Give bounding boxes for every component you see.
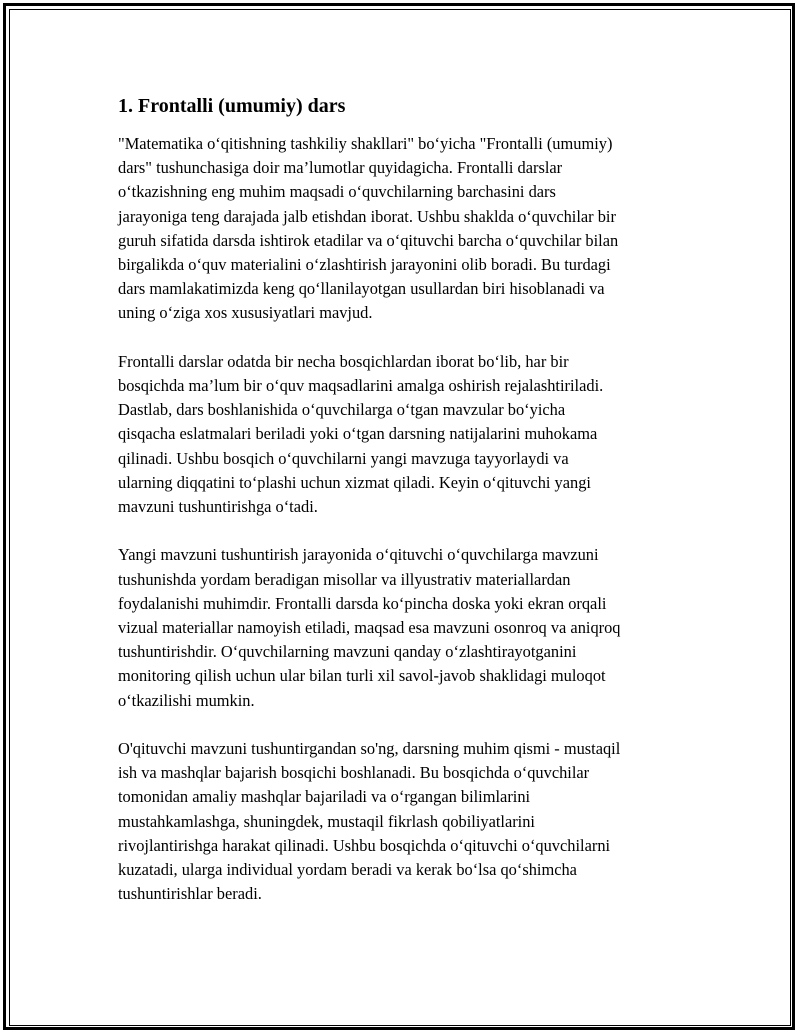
text-line: Yangi mavzuni tushuntirish jarayonida o‘qituvchi o‘quvchilarga mavzuni	[118, 545, 599, 565]
text-line: mustahkamlashga, shuningdek, mustaqil fikrlash qobiliyatlarini	[118, 811, 535, 831]
text-line: Frontalli darslar odatda bir necha bosqichlardan iborat bo‘lib, har bir	[118, 351, 569, 371]
text-line: mavzuni tushuntirishga o‘tadi.	[118, 497, 318, 517]
text-line: o‘tkazilishi mumkin.	[118, 690, 255, 710]
text-line: guruh sifatida darsda ishtirok etadilar va o‘qituvchi barcha o‘quvchilar bilan	[118, 230, 619, 250]
paragraph-2	[118, 350, 688, 519]
text-line: jarayoniga teng darajada jalb etishdan iborat. Ushbu shaklda o‘quvchilar bir	[118, 206, 616, 226]
text-line: uning o‘ziga xos xususiyatlari mavjud.	[118, 303, 373, 323]
text-line: qisqacha eslatmalari beriladi yoki o‘tgan darsning natijalarini muhokama	[118, 424, 598, 444]
paragraph-1	[118, 132, 688, 326]
text-line: dars" tushunchasiga doir ma’lumotlar quyidagicha. Frontalli darslar	[118, 158, 563, 178]
text-line: o‘tkazishning eng muhim maqsadi o‘quvchilarning barchasini dars	[118, 182, 556, 202]
text-line: ish va mashqlar bajarish bosqichi boshlanadi. Bu bosqichda o‘quvchilar	[118, 763, 590, 783]
text-line: Dastlab, dars boshlanishida o‘quvchilarga o‘tgan mavzular bo‘yicha	[118, 400, 566, 420]
text-line: bosqichda ma’lum bir o‘quv maqsadlarini amalga oshirish rejalashtiriladi.	[118, 376, 604, 396]
text-line: monitoring qilish uchun ular bilan turli xil savol-javob shaklidagi muloqot	[118, 666, 606, 686]
text-line: foydalanishi muhimdir. Frontalli darsda ko‘pincha doska yoki ekran orqali	[118, 593, 607, 613]
paragraph-3	[118, 543, 688, 712]
text-line: "Matematika o‘qitishning tashkiliy shakllari" bo‘yicha "Frontalli (umumiy)	[118, 134, 613, 153]
paragraph-4	[118, 737, 688, 906]
text-line: kuzatadi, ularga individual yordam beradi va kerak bo‘lsa qo‘shimcha	[118, 860, 577, 880]
text-line: tushunishda yordam beradigan misollar va illyustrativ materiallardan	[118, 569, 571, 589]
text-line: tomonidan amaliy mashqlar bajariladi va o‘rgangan bilimlarini	[118, 787, 531, 807]
text-line: qilinadi. Ushbu bosqich o‘quvchilarni yangi mavzuga tayyorlaydi va	[118, 448, 569, 468]
text-line: dars mamlakatimizda keng qo‘llanilayotgan usullardan biri hisoblanadi va	[118, 279, 605, 299]
document-body	[118, 93, 688, 931]
section-title: 1. Frontalli (umumiy) dars	[118, 95, 346, 117]
text-line: vizual materiallar namoyish etiladi, maqsad esa mavzuni osonroq va aniqroq	[118, 618, 621, 638]
text-line: birgalikda o‘quv materialini o‘zlashtirish jarayonini olib boradi. Bu turdagi	[118, 255, 611, 275]
text-line: tushuntirishdir. O‘quvchilarning mavzuni qanday o‘zlashtirayotganini	[118, 642, 577, 662]
text-line: tushuntirishlar beradi.	[118, 884, 262, 904]
text-line: ularning diqqatini to‘plashi uchun xizmat qiladi. Keyin o‘qituvchi yangi	[118, 472, 591, 492]
text-line: rivojlantirishga harakat qilinadi. Ushbu bosqichda o‘qituvchi o‘quvchilarni	[118, 835, 611, 855]
text-line: O'qituvchi mavzuni tushuntirgandan so'ng, darsning muhim qismi - mustaqil	[118, 739, 621, 759]
